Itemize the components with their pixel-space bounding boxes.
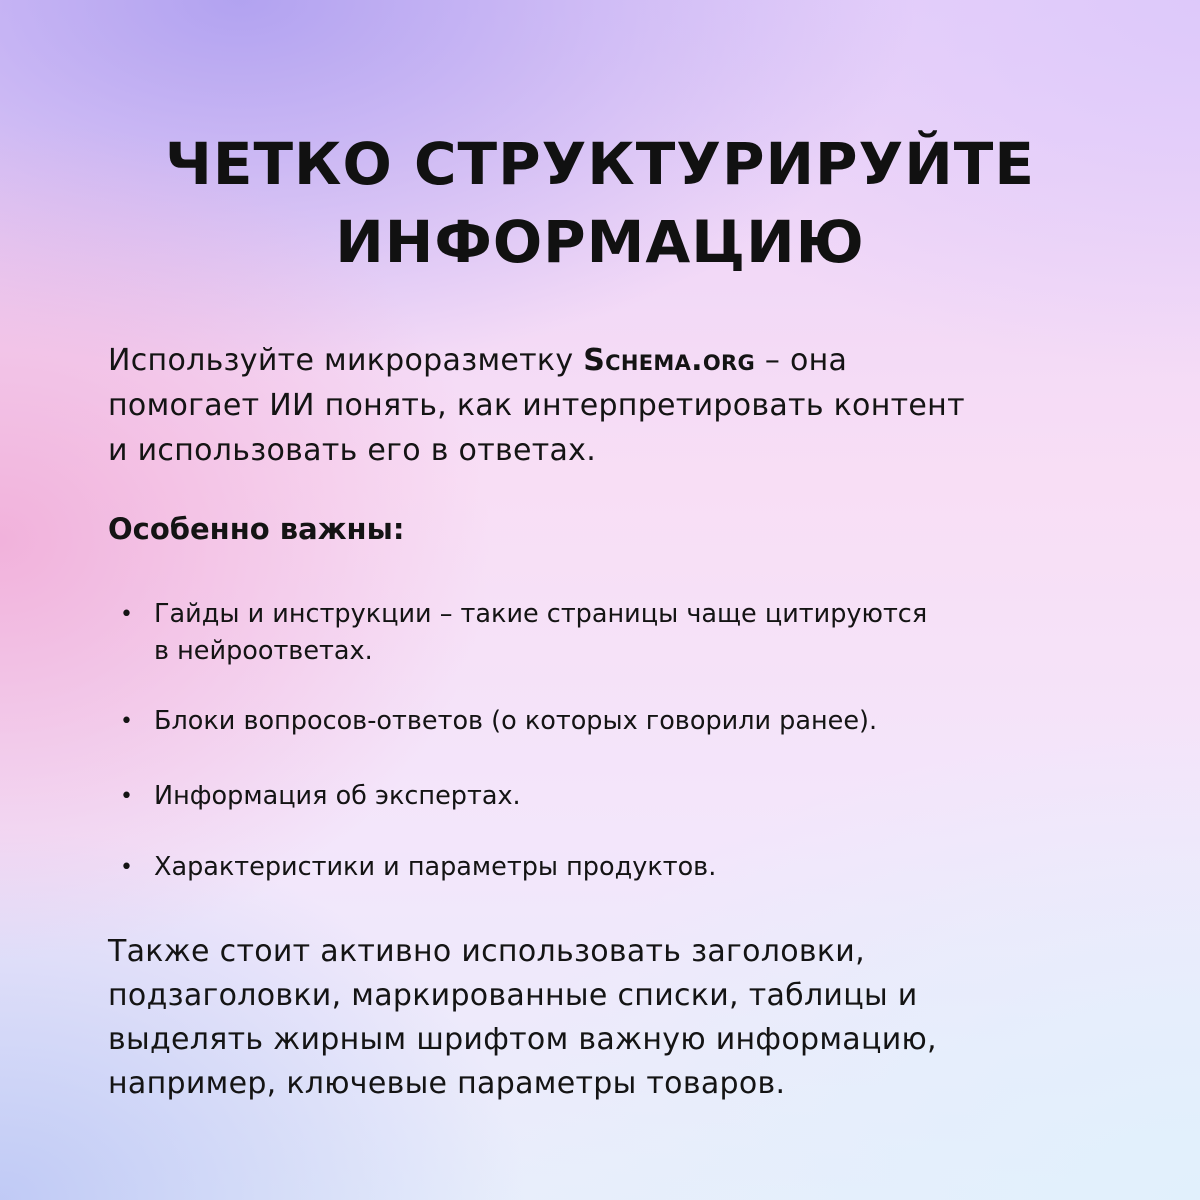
intro-line: помогает ИИ понять, как интерпретировать контент: [108, 388, 965, 423]
list-item-text: Информация об экспертах.: [154, 781, 521, 811]
outro-line: выделять жирным шрифтом важную информацию,: [108, 1022, 937, 1057]
list-item-text: в нейроответах.: [154, 636, 373, 666]
outro-line: подзаголовки, маркированные списки, таблицы и: [108, 978, 918, 1013]
outro-line: например, ключевые параметры товаров.: [108, 1066, 786, 1101]
title-line: ЧЕТКО СТРУКТУРИРУЙТЕ: [164, 130, 1035, 198]
intro-line: и использовать его в ответах.: [108, 433, 597, 468]
schema-org-brand: Schema.org: [583, 343, 755, 378]
intro-paragraph: [108, 338, 965, 473]
outro-paragraph: [108, 930, 937, 1106]
list-item-text: Блоки вопросов-ответов (о которых говорили ранее).: [154, 706, 878, 736]
list-item-text: Характеристики и параметры продуктов.: [154, 852, 717, 882]
bullet-icon: •: [120, 855, 133, 880]
bullet-icon: •: [120, 602, 133, 627]
bullet-icon: •: [120, 709, 133, 734]
outro-line: Также стоит активно использовать заголовки,: [108, 934, 865, 969]
bullet-icon: •: [120, 784, 133, 809]
subheading: Особенно важны:: [108, 512, 405, 546]
title-line: ИНФОРМАЦИЮ: [335, 208, 865, 276]
page-title: [0, 125, 1200, 281]
intro-text: – она: [754, 343, 848, 378]
intro-text: Используйте микроразметку: [108, 343, 584, 378]
list-item-text: Гайды и инструкции – такие страницы чаще цитируются: [154, 599, 928, 629]
